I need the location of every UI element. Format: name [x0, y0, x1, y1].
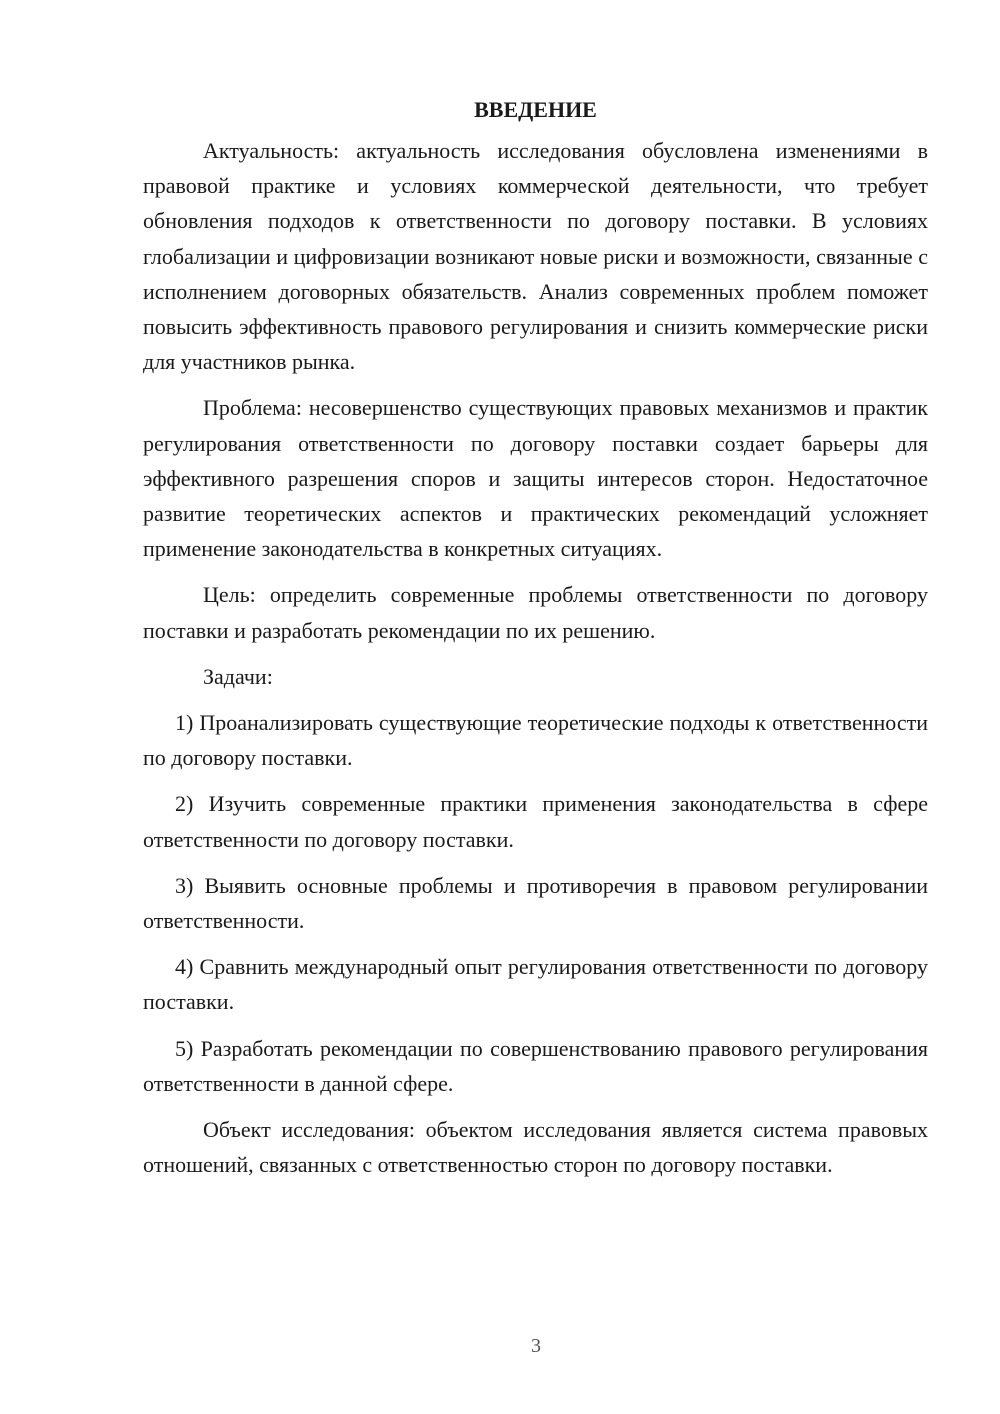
task-item-4: 4) Сравнить международный опыт регулирования ответственности по договору поставки. — [143, 954, 928, 1015]
tasks-list — [143, 705, 928, 1101]
paragraph-goal: Цель: определить современные проблемы ответственности по договору поставки и разработать рекомендации по их решению. — [143, 582, 928, 643]
paragraph-relevance: Актуальность: актуальность исследования обусловлена изменениями в правовой практике и условиях коммерческой деятельности, что требует обновления подходов к ответственности по договору поставки. В условиях глобализации и цифровизации возникают новые риски и возможности, связанные с исполнением договорных обязательств. Анализ современных проблем поможет повысить эффективность правового регулирования и снизить коммерческие риски для участников рынка. — [143, 138, 928, 375]
paragraph-problem: Проблема: несовершенство существующих правовых механизмов и практик регулирования ответственности по договору поставки создает барьеры для эффективного разрешения споров и защиты интересов сторон. Недостаточное развитие теоретических аспектов и практических рекомендаций усложняет применение законодательства в конкретных ситуациях. — [143, 395, 928, 562]
page-content — [143, 92, 928, 1182]
task-item-1: 1) Проанализировать существующие теоретические подходы к ответственности по договору поставки. — [143, 710, 928, 771]
task-item-5: 5) Разработать рекомендации по совершенствованию правового регулирования ответственности в данной сфере. — [143, 1035, 928, 1096]
task-item-2: 2) Изучить современные практики применения законодательства в сфере ответственности по договору поставки. — [143, 791, 928, 852]
tasks-label: Задачи: — [203, 663, 273, 689]
page-number: 3 — [531, 1335, 541, 1357]
paragraph-object: Объект исследования: объектом исследования является система правовых отношений, связанных с ответственностью сторон по договору поставки. — [143, 1117, 928, 1178]
section-heading: ВВЕДЕНИЕ — [474, 97, 597, 122]
task-item-3: 3) Выявить основные проблемы и противоречия в правовом регулировании ответственности. — [143, 872, 928, 934]
